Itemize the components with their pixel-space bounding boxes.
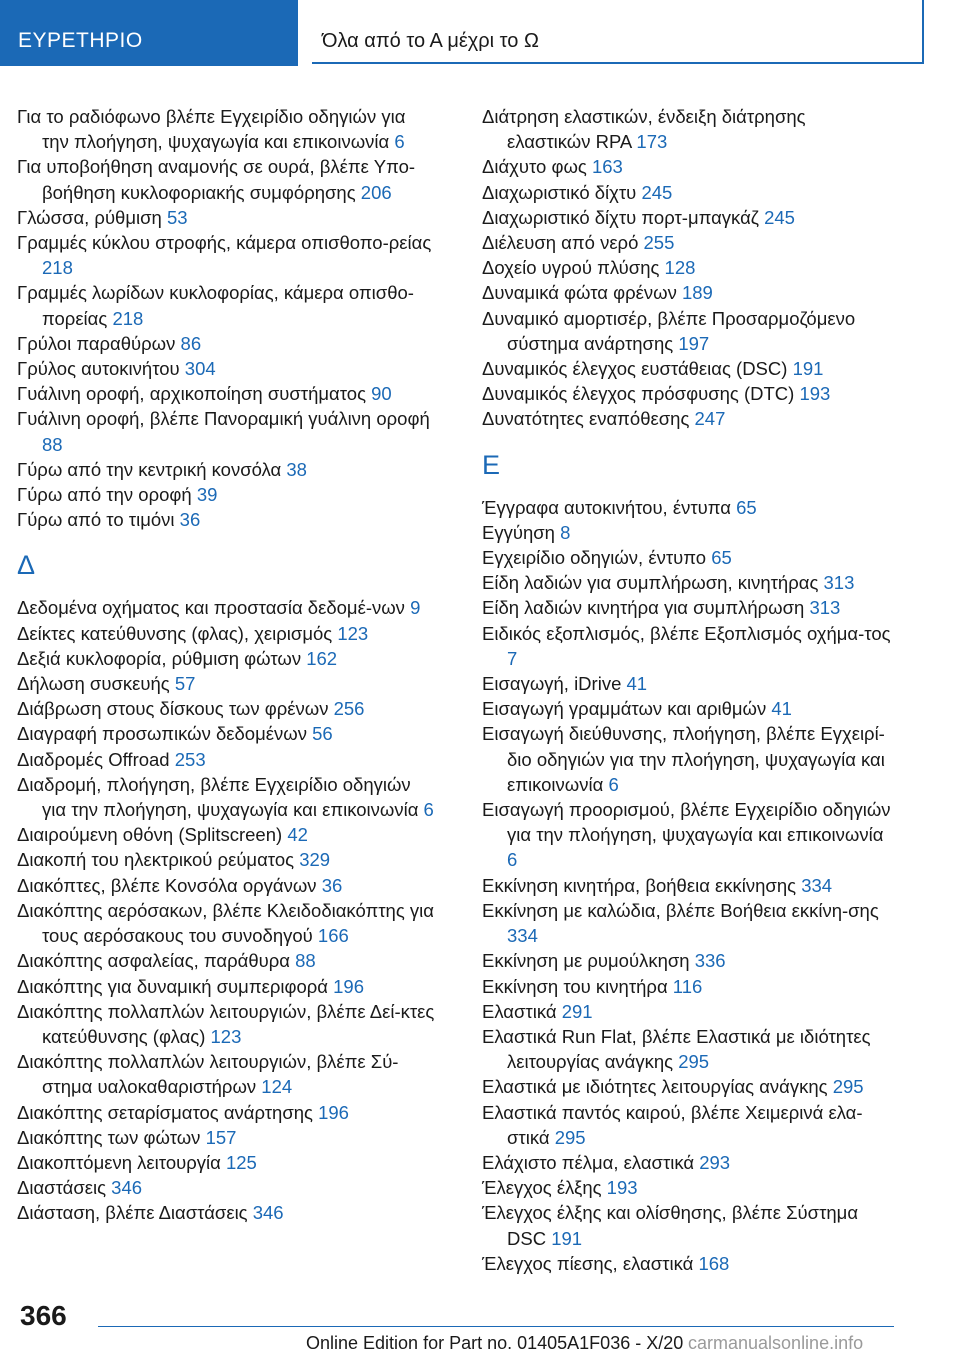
- index-entry-page-link[interactable]: 36: [321, 874, 343, 896]
- index-entry-page-link[interactable]: 41: [626, 673, 648, 695]
- index-entry-text: Διακόπτης ασφαλείας, παράθυρα: [17, 950, 290, 972]
- index-entry-page-link[interactable]: 196: [318, 1101, 349, 1123]
- index-entry-text: Διαχωριστικό δίχτυ πορτ-μπαγκάζ: [482, 206, 759, 228]
- page-header: [0, 0, 960, 66]
- index-entry-page-link[interactable]: 336: [694, 950, 726, 972]
- index-entry-page-link[interactable]: 65: [711, 547, 732, 569]
- index-entry-page-link[interactable]: 166: [317, 925, 349, 947]
- index-entry-page-link[interactable]: 245: [764, 206, 795, 228]
- index-entry: [482, 948, 892, 973]
- index-entry-page-link[interactable]: 295: [554, 1126, 586, 1148]
- index-entry-text: Διακόπτης πολλαπλών λειτουργιών, βλέπε Δεί‐κτες κατεύθυνσης (φλας): [17, 1000, 435, 1047]
- index-entry-page-link[interactable]: 124: [261, 1076, 293, 1098]
- index-entry-page-link[interactable]: 162: [306, 647, 338, 669]
- index-entry: [17, 646, 437, 671]
- index-entry: [17, 621, 437, 646]
- index-entry-page-link[interactable]: 193: [606, 1177, 638, 1199]
- index-entry-page-link[interactable]: 86: [180, 332, 202, 354]
- index-entry: [482, 495, 892, 520]
- index-entry: [17, 230, 437, 280]
- index-entry-page-link[interactable]: 36: [179, 509, 201, 531]
- index-entry-text: Δοχείο υγρού πλύσης: [482, 257, 660, 279]
- index-entry-page-link[interactable]: 291: [561, 1000, 593, 1022]
- index-entry: [17, 873, 437, 898]
- index-entry-page-link[interactable]: 42: [287, 824, 308, 846]
- index-entry-page-link[interactable]: 196: [333, 975, 364, 997]
- index-entry: [482, 154, 892, 179]
- index-entry-text: Δεξιά κυκλοφορία, ρύθμιση φώτων: [17, 647, 302, 669]
- index-entry-text: Δείκτες κατεύθυνσης (φλας), χειρισμός: [17, 622, 333, 644]
- index-entry: [482, 255, 892, 280]
- index-entry-text: Εγγύηση: [482, 521, 555, 543]
- index-entry-page-link[interactable]: 218: [42, 257, 73, 279]
- index-entry: [17, 1150, 437, 1175]
- index-entry-page-link[interactable]: 6: [423, 799, 434, 821]
- index-entry-text: Έλεγχος έλξης: [482, 1177, 602, 1199]
- index-entry-text: Εισαγωγή προορισμού, βλέπε Εγχειρίδιο οδηγιών για την πλοήγηση, ψυχαγωγία και επικοινωνία: [482, 799, 891, 846]
- index-entry-text: Διαδρομή, πλοήγηση, βλέπε Εγχειρίδιο οδηγιών για την πλοήγηση, ψυχαγωγία και επικοινωνία: [17, 773, 419, 821]
- index-entry-page-link[interactable]: 255: [643, 232, 675, 254]
- index-entry-page-link[interactable]: 123: [210, 1025, 242, 1047]
- index-entry-text: Διάτρηση ελαστικών, ένδειξη διάτρησης ελαστικών RPA: [482, 106, 806, 153]
- index-entry-text: Γυάλινη οροφή, αρχικοποίηση συστήματος: [17, 383, 366, 405]
- index-entry-page-link[interactable]: 334: [801, 874, 833, 896]
- index-entry-page-link[interactable]: 218: [112, 307, 144, 329]
- index-entry-page-link[interactable]: 128: [664, 257, 696, 279]
- index-entry-text: Είδη λαδιών για συμπλήρωση, κινητήρας: [482, 572, 819, 594]
- index-column-right: [482, 104, 892, 1276]
- index-entry: [17, 104, 437, 154]
- index-entry-page-link[interactable]: 116: [672, 975, 703, 997]
- index-entry-page-link[interactable]: 6: [394, 131, 405, 153]
- index-entry: [482, 721, 892, 797]
- index-entry: [482, 381, 892, 406]
- index-entry: [17, 747, 437, 772]
- index-entry-text: Ειδικός εξοπλισμός, βλέπε Εξοπλισμός οχήμα‐τος: [482, 622, 891, 644]
- footer-divider: [98, 1326, 894, 1327]
- index-entry-text: Γύρω από την οροφή: [17, 484, 192, 506]
- index-entry: [17, 595, 437, 620]
- index-entry: [17, 1049, 437, 1099]
- index-entry: [482, 180, 892, 205]
- index-entry-text: Εισαγωγή γραμμάτων και αριθμών: [482, 698, 767, 720]
- index-entry-text: Δυναμικά φώτα φρένων: [482, 282, 677, 304]
- index-entry-page-link[interactable]: 9: [410, 597, 421, 619]
- index-entry: [17, 280, 437, 330]
- index-entry: [17, 1125, 437, 1150]
- index-entry: [17, 356, 437, 381]
- index-entry-text: Διάβρωση στους δίσκους των φρένων: [17, 698, 329, 720]
- index-entry-page-link[interactable]: 88: [42, 433, 63, 455]
- index-entry-page-link[interactable]: 8: [560, 521, 571, 543]
- index-entry-page-link[interactable]: 313: [823, 572, 855, 594]
- page-number: 366: [20, 1300, 67, 1331]
- index-entry-page-link[interactable]: 313: [809, 597, 841, 619]
- index-entry: [482, 104, 892, 154]
- index-entry-text: Διακοπτόμενη λειτουργία: [17, 1151, 221, 1173]
- index-entry-page-link[interactable]: 253: [174, 748, 206, 770]
- index-entry-text: Δήλωση συσκευής: [17, 673, 170, 695]
- index-entry-page-link[interactable]: 163: [591, 156, 623, 178]
- index-entry: [17, 1200, 437, 1225]
- index-entry-page-link[interactable]: 56: [312, 723, 333, 745]
- index-entry: [482, 306, 892, 356]
- index-entry: [17, 457, 437, 482]
- index-entry-text: Δυναμικό αμορτισέρ, βλέπε Προσαρμοζόμενο σύστημα ανάρτησης: [482, 307, 856, 354]
- index-entry: [17, 999, 437, 1049]
- index-entry-text: Διαχωριστικό δίχτυ: [482, 181, 637, 203]
- index-entry: [17, 721, 437, 746]
- index-entry: [17, 507, 437, 532]
- index-entry: [482, 1024, 892, 1074]
- index-entry-page-link[interactable]: 304: [184, 358, 216, 380]
- index-entry-page-link[interactable]: 295: [832, 1076, 864, 1098]
- index-entry-text: Εισαγωγή, iDrive: [482, 673, 622, 695]
- index-entry-text: Διακόπτης των φώτων: [17, 1126, 201, 1148]
- index-entry-text: Διακοπή του ηλεκτρικού ρεύματος: [17, 849, 295, 871]
- index-entry-page-link[interactable]: 53: [166, 206, 188, 228]
- index-entry-page-link[interactable]: 256: [333, 698, 365, 720]
- index-entry-page-link[interactable]: 191: [551, 1227, 583, 1249]
- index-entry: [482, 797, 892, 873]
- index-entry: [17, 822, 437, 847]
- index-entry-text: Γύρω από το τιμόνι: [17, 509, 175, 531]
- index-entry: [17, 696, 437, 721]
- index-entry: [482, 595, 892, 620]
- index-entry: [482, 873, 892, 898]
- index-entry-text: Εισαγωγή διεύθυνσης, πλοήγηση, βλέπε Εγχειρί‐διο οδηγιών για την πλοήγηση, ψυχαγωγία και επικοινωνία: [482, 723, 885, 795]
- index-entry: [17, 1175, 437, 1200]
- index-entry: [17, 671, 437, 696]
- index-entry: [482, 406, 892, 431]
- index-entry: [17, 406, 437, 456]
- index-entry: [482, 696, 892, 721]
- index-entry-text: Για υποβοήθηση αναμονής σε ουρά, βλέπε Υπο‐βοήθηση κυκλοφοριακής συμφόρησης: [17, 156, 416, 203]
- index-entry-page-link[interactable]: 247: [694, 408, 726, 430]
- index-entry-text: Γραμμές λωρίδων κυκλοφορίας, κάμερα οπισθο‐πορείας: [17, 282, 414, 329]
- index-entry-text: Δυνατότητες εναπόθεσης: [482, 408, 690, 430]
- index-entry-page-link[interactable]: 329: [299, 849, 331, 871]
- index-entry-page-link[interactable]: 157: [205, 1126, 237, 1148]
- index-entry: [482, 356, 892, 381]
- index-entry-page-link[interactable]: 41: [771, 698, 792, 720]
- index-entry-page-link[interactable]: 6: [507, 849, 518, 871]
- index-entry-text: Διαστάσεις: [17, 1177, 107, 1199]
- section-tab-label: Όλα από το Α μέχρι το Ω: [322, 30, 539, 52]
- section-tab: [312, 0, 924, 64]
- index-entry-text: Έγγραφα αυτοκινήτου, έντυπα: [482, 496, 731, 518]
- index-entry: [482, 1175, 892, 1200]
- index-entry: [482, 621, 892, 671]
- index-entry-text: Διακόπτης σεταρίσματος ανάρτησης: [17, 1101, 313, 1123]
- index-entry-text: Διάσταση, βλέπε Διαστάσεις: [17, 1202, 248, 1224]
- index-entry: [482, 1251, 892, 1276]
- index-entry: [17, 974, 437, 999]
- index-entry-text: Εκκίνηση με καλώδια, βλέπε Βοήθεια εκκίνη‐σης: [482, 899, 879, 921]
- index-entry: [482, 280, 892, 305]
- index-entry-text: Διάχυτο φως: [482, 156, 587, 178]
- index-entry-page-link[interactable]: 346: [111, 1177, 143, 1199]
- index-entry: [482, 1100, 892, 1150]
- index-entry-page-link[interactable]: 245: [641, 181, 673, 203]
- index-entry-page-link[interactable]: 189: [681, 282, 713, 304]
- index-entry-page-link[interactable]: 193: [799, 383, 831, 405]
- index-entry-page-link[interactable]: 206: [360, 181, 392, 203]
- index-entry-text: Γρύλος αυτοκινήτου: [17, 358, 180, 380]
- index-entry: [482, 230, 892, 255]
- index-entry-text: Διαγραφή προσωπικών δεδομένων: [17, 723, 307, 745]
- index-entry-text: Έλεγχος πίεσης, ελαστικά: [482, 1252, 694, 1274]
- index-entry-text: Διαδρομές Offroad: [17, 748, 170, 770]
- index-entry-text: Εγχειρίδιο οδηγιών, έντυπο: [482, 547, 707, 569]
- index-entry: [17, 331, 437, 356]
- watermark: carmanualsonline.info: [688, 1333, 864, 1353]
- index-entry: [17, 1100, 437, 1125]
- index-entry: [482, 1074, 892, 1099]
- index-entry-text: Ελαστικά με ιδιότητες λειτουργίας ανάγκης: [482, 1076, 828, 1098]
- index-entry-page-link[interactable]: 123: [337, 622, 369, 644]
- index-entry: [17, 154, 437, 204]
- index-entry-page-link[interactable]: 57: [174, 673, 196, 695]
- index-column-left: [17, 104, 437, 1226]
- index-entry-page-link[interactable]: 38: [286, 458, 307, 480]
- index-entry-page-link[interactable]: 334: [507, 925, 538, 947]
- index-entry: [482, 545, 892, 570]
- footer-edition-text: Online Edition for Part no. 01405A1F036 - X/20: [306, 1333, 684, 1353]
- index-entry-text: Γλώσσα, ρύθμιση: [17, 206, 162, 228]
- index-entry: [17, 205, 437, 230]
- index-entry-page-link[interactable]: 125: [225, 1151, 257, 1173]
- index-entry-text: Διακόπτες, βλέπε Κονσόλα οργάνων: [17, 874, 317, 896]
- index-entry-page-link[interactable]: 197: [678, 332, 710, 354]
- index-entry-page-link[interactable]: 293: [699, 1151, 731, 1173]
- index-entry-text: Διακόπτης πολλαπλών λειτουργιών, βλέπε Σύ‐στημα υαλοκαθαριστήρων: [17, 1051, 399, 1098]
- index-entry-page-link[interactable]: 39: [196, 484, 218, 506]
- index-entry: [482, 1200, 892, 1250]
- index-tab-label: ΕΥΡΕΤΗΡΙΟ: [18, 29, 143, 52]
- index-entry-page-link[interactable]: 88: [295, 950, 316, 972]
- index-entry-text: Διακόπτης για δυναμική συμπεριφορά: [17, 975, 328, 997]
- index-entry-text: Γυάλινη οροφή, βλέπε Πανοραμική γυάλινη οροφή: [17, 408, 430, 430]
- index-entry-page-link[interactable]: 295: [678, 1051, 710, 1073]
- index-entry-text: Για το ραδιόφωνο βλέπε Εγχειρίδιο οδηγιών για την πλοήγηση, ψυχαγωγία και επικοινωνία: [17, 106, 406, 153]
- index-entry-page-link[interactable]: 90: [371, 383, 392, 405]
- index-entry-page-link[interactable]: 168: [698, 1252, 730, 1274]
- index-entry-text: Δυναμικός έλεγχος πρόσφυσης (DTC): [482, 383, 795, 405]
- index-entry-page-link[interactable]: 7: [507, 647, 518, 669]
- index-entry-text: Διακόπτης αερόσακων, βλέπε Κλειδοδιακόπτης για τους αερόσακους του συνοδηγού: [17, 899, 434, 947]
- index-entry: [17, 482, 437, 507]
- index-entry-page-link[interactable]: 65: [736, 496, 757, 518]
- index-entry-text: Ελαστικά παντός καιρού, βλέπε Χειμερινά ελα‐στικά: [482, 1101, 863, 1148]
- index-entry-page-link[interactable]: 191: [792, 358, 824, 380]
- index-entry: [17, 772, 437, 822]
- index-tab: [0, 0, 298, 66]
- index-entry-text: Εκκίνηση του κινητήρα: [482, 975, 668, 997]
- index-entry-text: Διαιρούμενη οθόνη (Splitscreen): [17, 824, 283, 846]
- index-entry: [482, 1150, 892, 1175]
- index-entry-text: Γραμμές κύκλου στροφής, κάμερα οπισθοπο‐ρείας: [17, 232, 432, 254]
- index-entry: [482, 205, 892, 230]
- index-entry-text: Εκκίνηση κινητήρα, βοήθεια εκκίνησης: [482, 874, 797, 896]
- index-entry: [17, 948, 437, 973]
- index-entry-text: Δυναμικός έλεγχος ευστάθειας (DSC): [482, 358, 788, 380]
- index-entry: [482, 974, 892, 999]
- index-entry: [482, 570, 892, 595]
- index-entry: [482, 671, 892, 696]
- index-entry: [17, 898, 437, 948]
- index-entry: [482, 898, 892, 948]
- index-entry-text: Είδη λαδιών κινητήρα για συμπλήρωση: [482, 597, 805, 619]
- index-entry-text: Ελαστικά: [482, 1000, 557, 1022]
- index-entry: [482, 999, 892, 1024]
- section-letter: Δ: [17, 550, 36, 581]
- index-entry-text: Γύρω από την κεντρική κονσόλα: [17, 458, 282, 480]
- index-entry-page-link[interactable]: 6: [608, 773, 619, 795]
- index-entry-text: Ελάχιστο πέλμα, ελαστικά: [482, 1151, 695, 1173]
- index-entry-page-link[interactable]: 346: [252, 1202, 284, 1224]
- index-entry-text: Διέλευση από νερό: [482, 232, 639, 254]
- index-entry: [17, 847, 437, 872]
- index-entry-text: Δεδομένα οχήματος και προστασία δεδομέ‐νων: [17, 597, 405, 619]
- index-entry-page-link[interactable]: 173: [636, 131, 668, 153]
- index-entry: [17, 381, 437, 406]
- section-letter: Ε: [482, 449, 501, 480]
- index-entry-text: Ελαστικά Run Flat, βλέπε Ελαστικά με ιδιότητες λειτουργίας ανάγκης: [482, 1025, 871, 1073]
- index-entry-text: Εκκίνηση με ρυμούλκηση: [482, 950, 690, 972]
- index-entry-text: Γρύλοι παραθύρων: [17, 332, 176, 354]
- index-entry: [482, 520, 892, 545]
- index-entry-text: Έλεγχος έλξης και ολίσθησης, βλέπε Σύστημα DSC: [482, 1202, 859, 1249]
